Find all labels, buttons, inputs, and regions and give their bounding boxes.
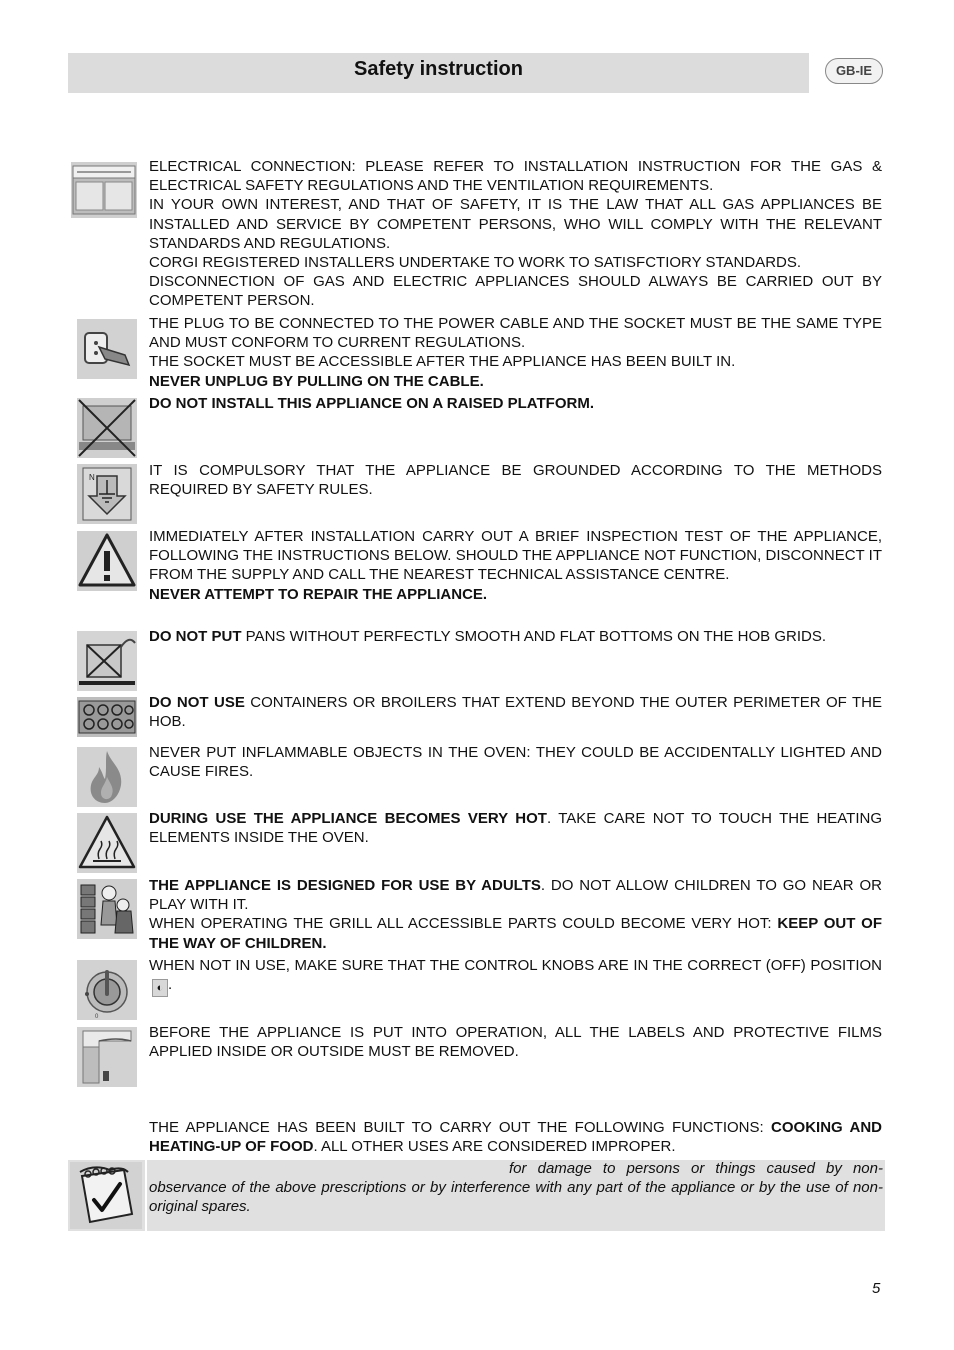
language-badge: GB-IE <box>825 58 883 84</box>
checklist-note-icon <box>70 1162 142 1229</box>
hot-surface-icon <box>77 813 137 873</box>
page-title: Safety instruction <box>354 58 523 80</box>
labels-line: BEFORE THE APPLIANCE IS PUT INTO OPERATION, ALL THE LABELS AND PROTECTIVE FILMS APPLIED INSIDE OR OUTSIDE MUST BE REMOVED. <box>149 1024 882 1061</box>
adults-bold: THE APPLIANCE IS DESIGNED FOR USE BY ADULTS <box>149 877 541 894</box>
adults-warning: KEEP OUT OF THE WAY OF CHILDREN. <box>149 915 882 952</box>
electrical-line-3: CORGI REGISTERED INSTALLERS UNDERTAKE TO WORK TO SATISFCTIORY STANDARDS. <box>149 254 802 272</box>
containers-bold: DO NOT USE <box>149 694 245 711</box>
electrical-line-1: ELECTRICAL CONNECTION: PLEASE REFER TO INSTALLATION INSTRUCTION FOR THE GAS & ELECTRICAL SAFETY REGULATIONS AND THE VENTILATION REQUIREMENTS. <box>149 158 882 195</box>
ground-text <box>149 461 882 499</box>
functions-bold: COOKING AND HEATING-UP OF FOOD <box>149 1119 883 1156</box>
inspection-text <box>149 527 882 604</box>
no-raised-platform-icon <box>77 398 137 458</box>
flame-icon <box>77 747 137 807</box>
knob-off-position-icon: ◐ <box>152 979 168 997</box>
adults-line-1: . DO NOT ALLOW CHILDREN TO GO NEAR OR PLAY WITH IT. <box>149 877 882 914</box>
note-text <box>149 1159 883 1217</box>
hob-grid-icon <box>77 697 137 737</box>
hot-text <box>149 809 882 847</box>
labels-text <box>149 1023 882 1061</box>
functions-line-1: THE APPLIANCE HAS BEEN BUILT TO CARRY OUT THE FOLLOWING FUNCTIONS: <box>149 1119 772 1136</box>
electrical-connection-text <box>149 157 882 311</box>
electrical-line-2: IN YOUR OWN INTEREST, AND THAT OF SAFETY, IT IS THE LAW THAT ALL GAS APPLIANCES BE INSTALLED AND SERVICE BY COMPETENT PERSONS, WHO WILL COMPLY WITH THE RELEVANT STANDARDS AND REGULATIONS. <box>149 196 882 252</box>
header-bar <box>68 53 809 93</box>
ground-symbol-icon <box>77 464 137 524</box>
adults-line-2: WHEN OPERATING THE GRILL ALL ACCESSIBLE PARTS COULD BECOME VERY HOT: <box>149 915 778 933</box>
inflammable-line: NEVER PUT INFLAMMABLE OBJECTS IN THE OVEN: THEY COULD BE ACCIDENTALLY LIGHTED AND CAUSE FIRES. <box>149 744 882 781</box>
plug-line-1: THE PLUG TO BE CONNECTED TO THE POWER CABLE AND THE SOCKET MUST BE THE SAME TYPE AND MUST CONFORM TO CURRENT REGULATIONS. <box>149 315 882 352</box>
warning-triangle-icon <box>77 531 137 591</box>
plug-text <box>149 314 882 391</box>
hot-line: . TAKE CARE NOT TO TOUCH THE HEATING ELEMENTS INSIDE THE OVEN. <box>149 810 883 847</box>
hot-bold: DURING USE THE APPLIANCE BECOMES VERY HOT <box>149 810 547 827</box>
inspection-line: IMMEDIATELY AFTER INSTALLATION CARRY OUT A BRIEF INSPECTION TEST OF THE APPLIANCE, FOLLOWING THE INSTRUCTIONS BELOW. SHOULD THE APPLIANCE NOT FUNCTION, DISCONNECT IT FROM THE SUPPLY AND CALL THE NEAREST TECHNICAL ASSISTANCE CENTRE. <box>149 528 882 584</box>
no-uneven-pan-icon <box>77 631 137 691</box>
cooker-icon <box>71 162 137 218</box>
pans-text <box>149 627 882 646</box>
adults-text <box>149 876 882 953</box>
children-icon <box>77 879 137 939</box>
svg-text:N: N <box>89 473 95 482</box>
pans-bold: DO NOT PUT <box>149 628 242 645</box>
ground-line: IT IS COMPULSORY THAT THE APPLIANCE BE GROUNDED ACCORDING TO THE METHODS REQUIRED BY SAFETY RULES. <box>149 462 882 499</box>
control-knob-icon <box>77 960 137 1020</box>
containers-text <box>149 693 882 731</box>
page-number: 5 <box>872 1280 881 1297</box>
plug-icon <box>77 319 137 379</box>
plug-line-3: NEVER UNPLUG BY PULLING ON THE CABLE. <box>149 372 484 390</box>
inflammable-text <box>149 743 882 781</box>
pans-line: PANS WITHOUT PERFECTLY SMOOTH AND FLAT BOTTOMS ON THE HOB GRIDS. <box>241 628 827 645</box>
platform-warning: DO NOT INSTALL THIS APPLIANCE ON A RAISED PLATFORM. <box>149 395 594 412</box>
electrical-line-4: DISCONNECTION OF GAS AND ELECTRIC APPLIANCES SHOULD ALWAYS BE CARRIED OUT BY COMPETENT PERSON. <box>149 273 882 310</box>
inspection-warning: NEVER ATTEMPT TO REPAIR THE APPLIANCE. <box>149 585 488 603</box>
knobs-period: . <box>168 976 173 994</box>
knobs-line: WHEN NOT IN USE, MAKE SURE THAT THE CONTROL KNOBS ARE IN THE CORRECT (OFF) POSITION <box>149 957 882 974</box>
functions-text <box>149 1118 882 1156</box>
functions-line-2: . ALL OTHER USES ARE CONSIDERED IMPROPER. <box>313 1138 676 1156</box>
plug-line-2: THE SOCKET MUST BE ACCESSIBLE AFTER THE APPLIANCE HAS BEEN BUILT IN. <box>149 353 736 371</box>
svg-text:0: 0 <box>95 1014 99 1020</box>
platform-text <box>149 394 882 413</box>
protective-film-icon <box>77 1027 137 1087</box>
containers-line: CONTAINERS OR BROILERS THAT EXTEND BEYOND THE OUTER PERIMETER OF THE HOB. <box>149 694 882 731</box>
note-divider <box>145 1160 147 1231</box>
note-line: for damage to persons or things caused by non-observance of the above prescriptions or by interference with any part of the appliance or by the use of non-original spares. <box>149 1160 883 1216</box>
knobs-text <box>149 956 882 997</box>
